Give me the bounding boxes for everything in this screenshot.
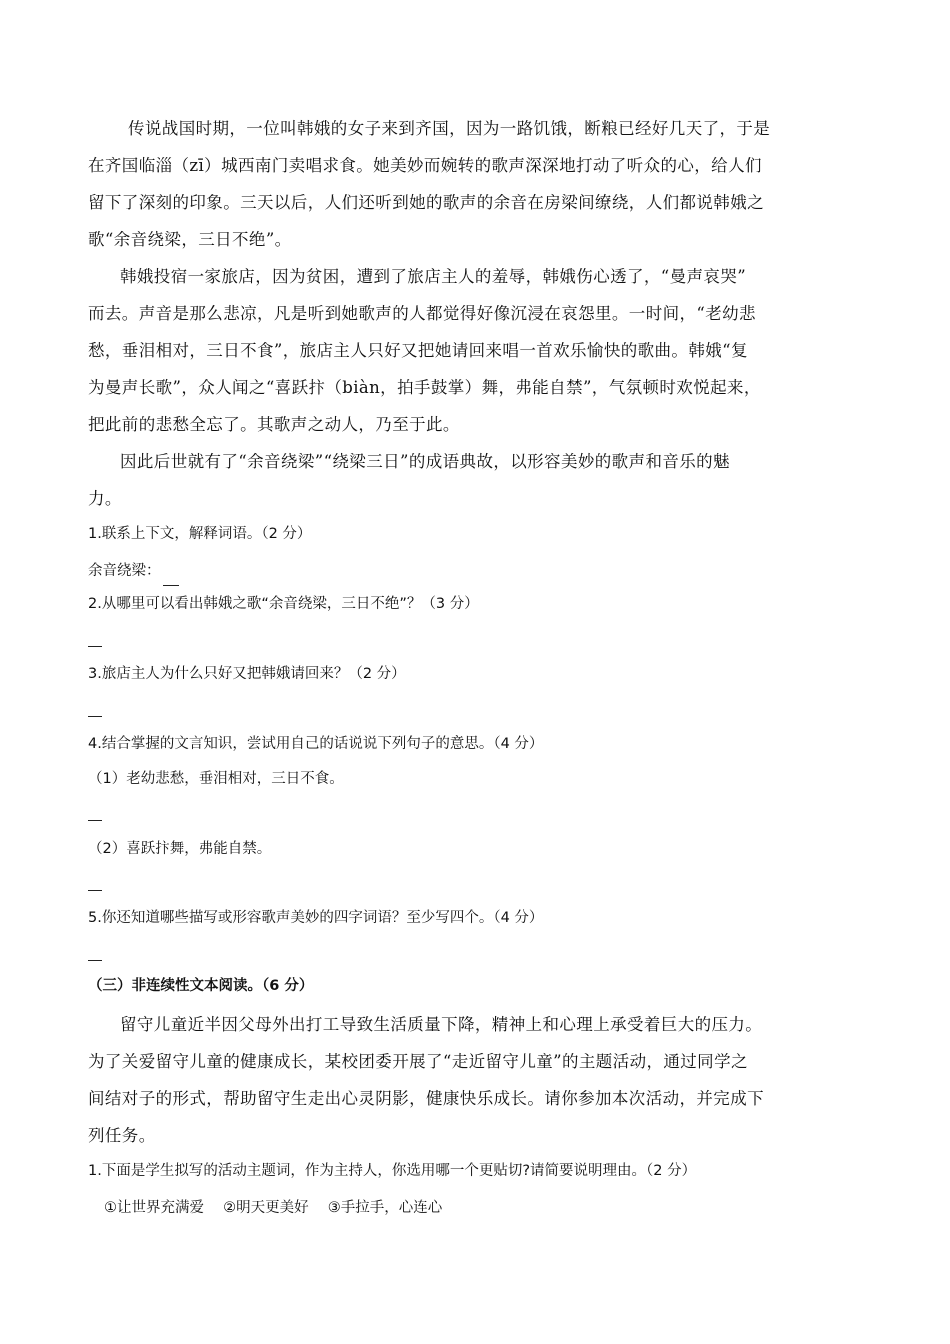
passage-p1-line-2: 在齐国临淄（zī）城西南门卖唱求食。她美妙而婉转的歌声深深地打动了听众的心，给人们 (88, 156, 762, 175)
section-3-intro-line-1: 留守儿童近半因父母外出打工导致生活质量下降，精神上和心理上承受着巨大的压力。 (120, 1015, 763, 1034)
section-3-question-1: 1.下面是学生拟写的活动主题词，作为主持人，你选用哪一个更贴切?请简要说明理由。（2 分） (88, 1163, 697, 1179)
question-4-item-2: （2）喜跃抃舞，弗能自禁。 (88, 841, 272, 857)
passage-p2-line-4: 为曼声长歌”，众人闻之“喜跃抃（biàn，拍手鼓掌）舞，弗能自禁”，气氛顿时欢悦起来， (88, 378, 761, 397)
question-1-term (88, 556, 179, 586)
passage-p1-line-1: 传说战国时期，一位叫韩娥的女子来到齐国，因为一路饥饿，断粮已经好几天了，于是 (128, 119, 771, 138)
passage-p1-line-3: 留下了深刻的印象。三天以后，人们还听到她的歌声的余音在房梁间缭绕，人们都说韩娥之 (88, 193, 764, 212)
passage-p2-line-5: 把此前的悲愁全忘了。其歌声之动人，乃至于此。 (88, 415, 460, 434)
section-3-intro-line-2: 为了关爱留守儿童的健康成长，某校团委开展了“走近留守儿童”的主题活动，通过同学之 (88, 1052, 748, 1071)
question-2: 2.从哪里可以看出韩娥之歌“余音绕梁，三日不绝”？（3 分） (88, 596, 479, 612)
passage-p1-line-4: 歌“余音绕梁，三日不绝”。 (88, 230, 292, 249)
section-3-intro-line-3: 间结对子的形式，帮助留守生走出心灵阴影，健康快乐成长。请你参加本次活动，并完成下 (88, 1089, 764, 1108)
answer-blank-3[interactable] (88, 716, 102, 717)
section-3-intro-line-4: 列任务。 (88, 1126, 156, 1145)
answer-blank-2[interactable] (88, 646, 102, 647)
question-1: 1.联系上下文，解释词语。（2 分） (88, 526, 312, 542)
section-3-heading: （三）非连续性文本阅读。（6 分） (88, 978, 314, 994)
question-4-item-1: （1）老幼悲愁，垂泪相对，三日不食。 (88, 771, 344, 787)
question-1-term-label: 余音绕梁： (88, 563, 161, 579)
question-3: 3.旅店主人为什么只好又把韩娥请回来？（2 分） (88, 666, 406, 682)
question-5: 5.你还知道哪些描写或形容歌声美妙的四字词语？至少写四个。（4 分） (88, 910, 544, 926)
answer-blank-4-1[interactable] (88, 820, 102, 821)
section-3-options: ①让世界充满爱 ②明天更美好 ③手拉手，心连心 (104, 1200, 443, 1216)
passage-p2-line-2: 而去。声音是那么悲凉，凡是听到她歌声的人都觉得好像沉浸在哀怨里。一时间，“老幼悲 (88, 304, 756, 323)
answer-blank-5[interactable] (88, 960, 102, 961)
question-4: 4.结合掌握的文言知识，尝试用自己的话说说下列句子的意思。（4 分） (88, 736, 544, 752)
passage-p3-line-2: 力。 (88, 489, 122, 508)
passage-p2-line-3: 愁，垂泪相对，三日不食”，旅店主人只好又把她请回来唱一首欢乐愉快的歌曲。韩娥“复 (88, 341, 748, 360)
answer-blank-4-2[interactable] (88, 890, 102, 891)
passage-p2-line-1: 韩娥投宿一家旅店，因为贫困，遭到了旅店主人的羞辱，韩娥伤心透了，“曼声哀哭” (120, 267, 747, 286)
answer-blank-1[interactable] (163, 567, 179, 586)
passage-p3-line-1: 因此后世就有了“余音绕梁”“绕梁三日”的成语典故，以形容美妙的歌声和音乐的魅 (120, 452, 730, 471)
